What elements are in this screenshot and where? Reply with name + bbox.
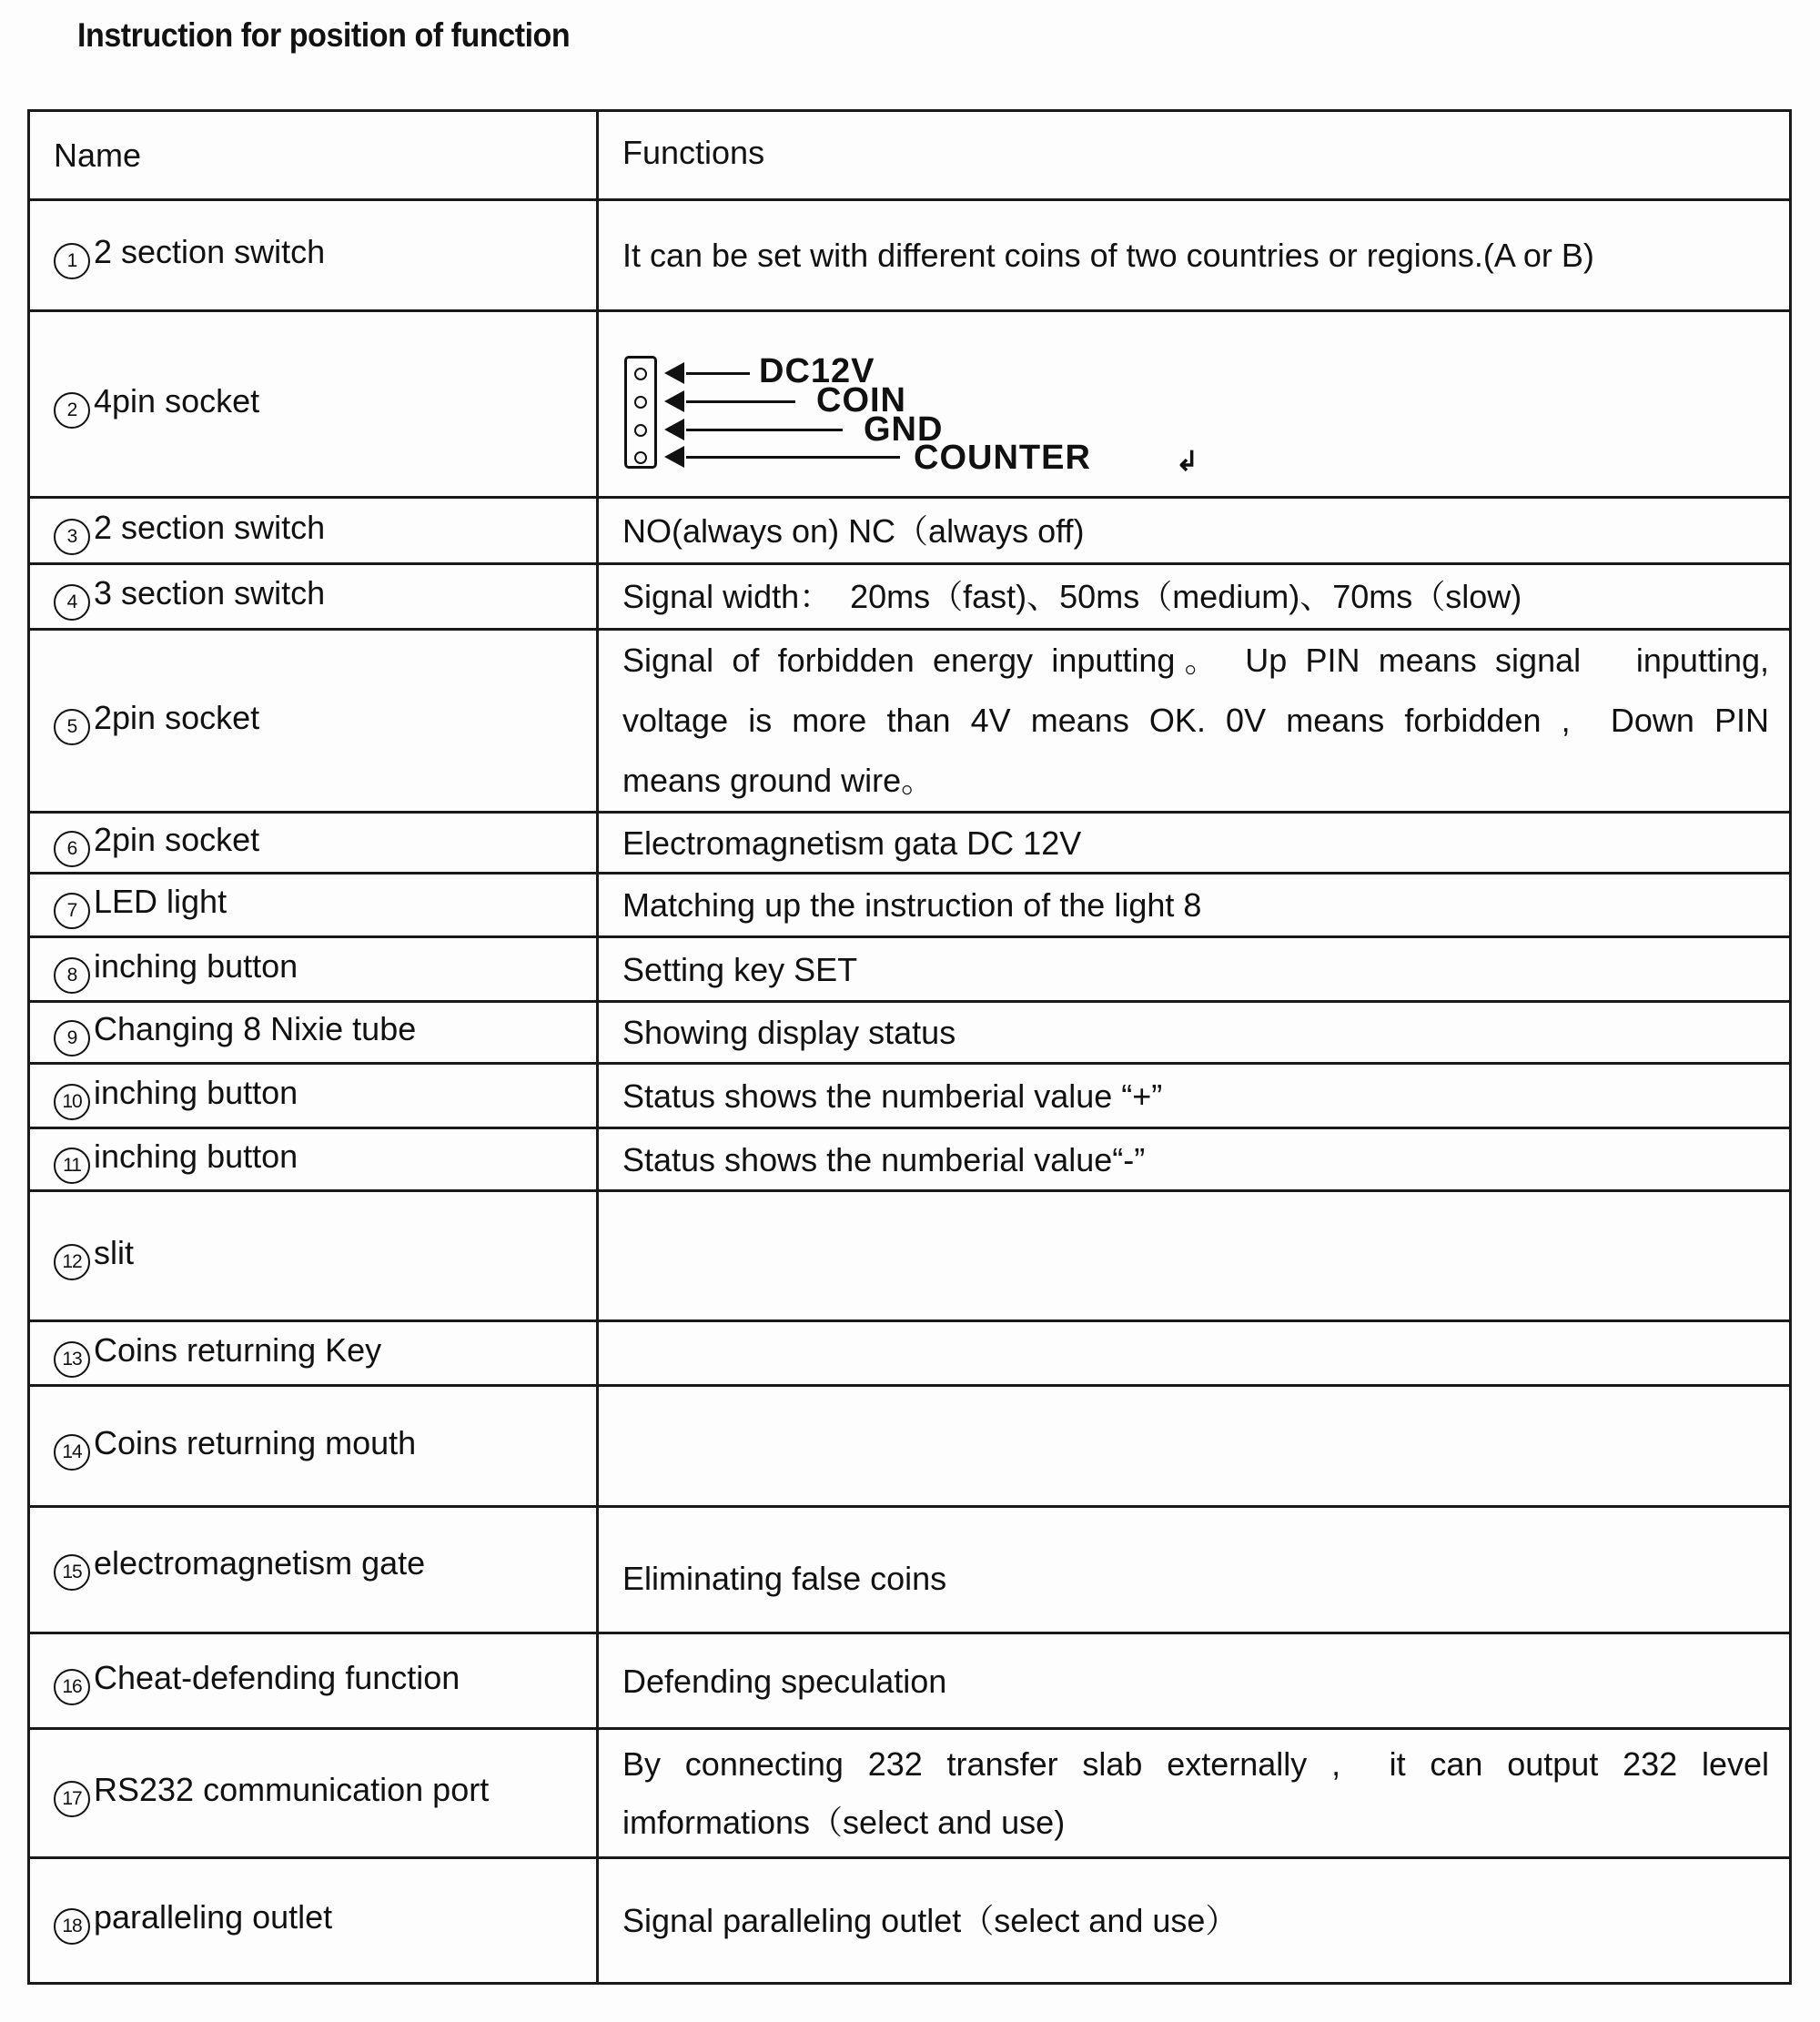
row-function: It can be set with different coins of two countries or regions.(A or B) (598, 200, 1791, 311)
function-line: Signal of forbidden energy inputting。 Up PIN means signal inputting, (622, 642, 1769, 679)
row-function: Electromagnetism gata DC 12V (598, 813, 1791, 874)
row-name: slit (94, 1233, 134, 1271)
row-name-cell (29, 1321, 598, 1386)
circled-number-badge: 9 (54, 1020, 90, 1056)
arrow-left-icon (664, 390, 684, 412)
row-function: Showing display status (598, 1002, 1791, 1064)
row-name: paralleling outlet (94, 1898, 333, 1936)
connector-line (686, 456, 900, 459)
row-function (598, 1191, 1791, 1321)
table-row (29, 311, 1791, 498)
table-header-row (29, 111, 1791, 200)
circled-number-badge: 1 (54, 243, 90, 279)
row-name-cell (29, 1002, 598, 1064)
row-name-cell (29, 874, 598, 937)
row-name: inching button (94, 946, 298, 985)
4pin-socket-diagram (622, 336, 1259, 477)
table-row (29, 813, 1791, 874)
row-function (598, 630, 1791, 813)
circled-number-badge: 7 (54, 893, 90, 929)
table-row (29, 1729, 1791, 1858)
pin-label-dc12v: DC12V (759, 352, 875, 390)
circled-number-badge: 17 (54, 1781, 90, 1817)
row-function (598, 1729, 1791, 1858)
row-function: Setting key SET (598, 937, 1791, 1002)
function-line: means ground wire。 (622, 762, 935, 799)
document-title: Instruction for position of function (77, 16, 571, 54)
function-line: imformations（select and use) (622, 1803, 1066, 1841)
table-row (29, 1858, 1791, 1984)
pin-label-counter: COUNTER (914, 439, 1091, 477)
pin-hole-icon (634, 451, 647, 464)
pin-label-gnd: GND (864, 410, 944, 449)
row-name-cell (29, 1633, 598, 1729)
row-name: Cheat-defending function (94, 1658, 460, 1696)
circled-number-badge: 11 (54, 1147, 90, 1184)
socket-housing-icon (624, 356, 657, 469)
row-name-cell (29, 1191, 598, 1321)
row-name: Changing 8 Nixie tube (94, 1010, 417, 1047)
table-row (29, 564, 1791, 630)
row-function: Signal paralleling outlet（select and use） (598, 1858, 1791, 1984)
table-row (29, 1191, 1791, 1321)
row-name: LED light (94, 883, 228, 920)
table-row (29, 1064, 1791, 1128)
circled-number-badge: 13 (54, 1341, 90, 1378)
row-name-cell (29, 311, 598, 498)
connector-line (686, 372, 750, 375)
circled-number-badge: 18 (54, 1908, 90, 1945)
circled-number-badge: 15 (54, 1554, 90, 1591)
connector-line (686, 400, 795, 403)
arrow-left-icon (664, 419, 684, 440)
table-row (29, 498, 1791, 564)
row-name-cell (29, 630, 598, 813)
row-function: Status shows the numberial value “+” (598, 1064, 1791, 1128)
pin-label-coin: COIN (816, 381, 906, 420)
row-name-cell (29, 498, 598, 564)
row-name: inching button (94, 1137, 298, 1175)
circled-number-badge: 8 (54, 957, 90, 994)
row-function: Eliminating false coins (598, 1507, 1791, 1633)
row-name-cell (29, 1128, 598, 1191)
row-name: electromagnetism gate (94, 1544, 426, 1582)
row-name: 3 section switch (94, 574, 326, 612)
row-name: 2pin socket (94, 698, 260, 736)
row-function: Signal width： 20ms（fast)、50ms（medium)、70ms（slow) (598, 564, 1791, 630)
table-row (29, 874, 1791, 937)
row-name-cell (29, 1858, 598, 1984)
row-name: 2pin socket (94, 820, 260, 858)
table-row (29, 1507, 1791, 1633)
row-function (598, 1386, 1791, 1507)
pin-hole-icon (634, 396, 647, 409)
table-row (29, 937, 1791, 1002)
connector-line (686, 429, 843, 431)
header-functions: Functions (598, 111, 1791, 200)
pin-hole-icon (634, 424, 647, 437)
header-name: Name (29, 111, 598, 200)
pin-hole-icon (634, 368, 647, 380)
table-row (29, 630, 1791, 813)
row-name: RS232 communication port (94, 1771, 490, 1808)
row-function: Defending speculation (598, 1633, 1791, 1729)
table-row (29, 1386, 1791, 1507)
circled-number-badge: 6 (54, 831, 90, 867)
row-name-cell (29, 1064, 598, 1128)
function-line: By connecting 232 transfer slab externally , it can output 232 level (622, 1744, 1769, 1783)
row-name: Coins returning mouth (94, 1423, 417, 1461)
circled-number-badge: 14 (54, 1434, 90, 1471)
row-name: 4pin socket (94, 381, 260, 420)
circled-number-badge: 16 (54, 1669, 90, 1705)
arrow-left-icon (664, 446, 684, 468)
row-name-cell (29, 1386, 598, 1507)
function-line: voltage is more than 4V means OK. 0V means forbidden , Down PIN (622, 702, 1769, 739)
table-row (29, 200, 1791, 311)
table-row (29, 1128, 1791, 1191)
circled-number-badge: 3 (54, 519, 90, 555)
circled-number-badge: 5 (54, 709, 90, 745)
circled-number-badge: 12 (54, 1244, 90, 1280)
table-row (29, 1321, 1791, 1386)
return-arrow-icon: ↲ (1176, 447, 1199, 477)
row-name-cell (29, 1729, 598, 1858)
row-function: Status shows the numberial value“-” (598, 1128, 1791, 1191)
row-name: inching button (94, 1073, 298, 1111)
row-name-cell (29, 813, 598, 874)
row-name: 2 section switch (94, 508, 326, 546)
row-function (598, 311, 1791, 498)
row-name: Coins returning Key (94, 1330, 382, 1369)
circled-number-badge: 4 (54, 584, 90, 621)
circled-number-badge: 10 (54, 1084, 90, 1120)
row-function: NO(always on) NC（always off) (598, 498, 1791, 564)
row-name-cell (29, 1507, 598, 1633)
table-row (29, 1002, 1791, 1064)
row-name: 2 section switch (94, 233, 326, 270)
row-name-cell (29, 937, 598, 1002)
arrow-left-icon (664, 362, 684, 384)
table-row (29, 1633, 1791, 1729)
function-table (27, 109, 1792, 1985)
row-name-cell (29, 564, 598, 630)
circled-number-badge: 2 (54, 392, 90, 429)
row-name-cell (29, 200, 598, 311)
row-function: Matching up the instruction of the light 8 (598, 874, 1791, 937)
row-function (598, 1321, 1791, 1386)
